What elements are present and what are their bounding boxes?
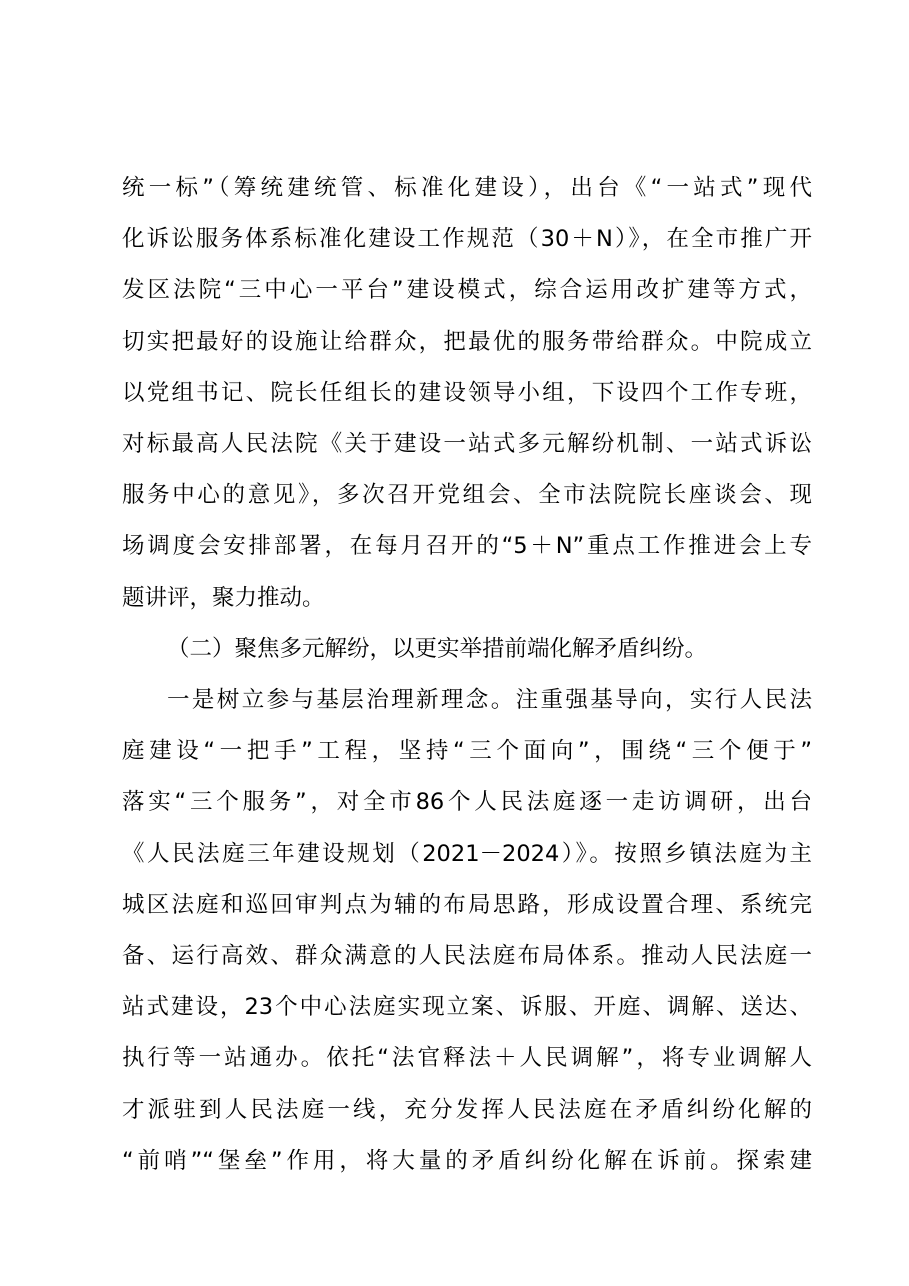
text-line: 化诉讼服务体系标准化建设工作规范（30＋N）》，在全市推广开 (122, 226, 812, 253)
text-line: “前哨”“堡垒”作用，将大量的矛盾纠纷化解在诉前。探索建 (122, 1147, 812, 1174)
text-line: 以党组书记、院长任组长的建设领导小组，下设四个工作专班， (122, 379, 812, 406)
text-line: 执行等一站通办。依托“法官释法＋人民调解”，将专业调解人 (122, 1045, 812, 1072)
text-line: 庭建设“一把手”工程，坚持“三个面向”，围绕“三个便于” (122, 738, 812, 765)
text-line: 发区法院“三中心一平台”建设模式，综合运用改扩建等方式， (122, 277, 812, 304)
text-line: 才派驻到人民法庭一线，充分发挥人民法庭在矛盾纠纷化解的 (122, 1096, 812, 1123)
text-line: 对标最高人民法院《关于建设一站式多元解纷机制、一站式诉讼 (122, 431, 812, 458)
text-line: 一是树立参与基层治理新理念。注重强基导向，实行人民法 (167, 687, 812, 714)
text-line: 服务中心的意见》，多次召开党组会、全市法院院长座谈会、现 (122, 482, 812, 509)
text-line: 落实“三个服务”，对全市86个人民法庭逐一走访调研，出台 (122, 789, 812, 816)
text-line: 统一标”（筹统建统管、标准化建设），出台《“一站式”现代 (122, 175, 812, 201)
text-line: 城区法庭和巡回审判点为辅的布局思路，形成设置合理、系统完 (122, 891, 812, 918)
text-line: 《人民法庭三年建设规划（2021－2024）》。按照乡镇法庭为主 (122, 840, 812, 867)
text-line: 站式建设，23个中心法庭实现立案、诉服、开庭、调解、送达、 (122, 994, 812, 1021)
text-line: 题讲评，聚力推动。 (122, 584, 325, 611)
section-heading: （二）聚焦多元解纷，以更实举措前端化解矛盾纠纷。 (167, 635, 708, 662)
body-text (122, 163, 812, 1187)
text-line: 切实把最好的设施让给群众，把最优的服务带给群众。中院成立 (122, 328, 812, 355)
text-line: 备、运行高效、群众满意的人民法庭布局体系。推动人民法庭一 (122, 943, 812, 970)
text-line: 场调度会安排部署，在每月召开的“5＋N”重点工作推进会上专 (122, 533, 812, 560)
